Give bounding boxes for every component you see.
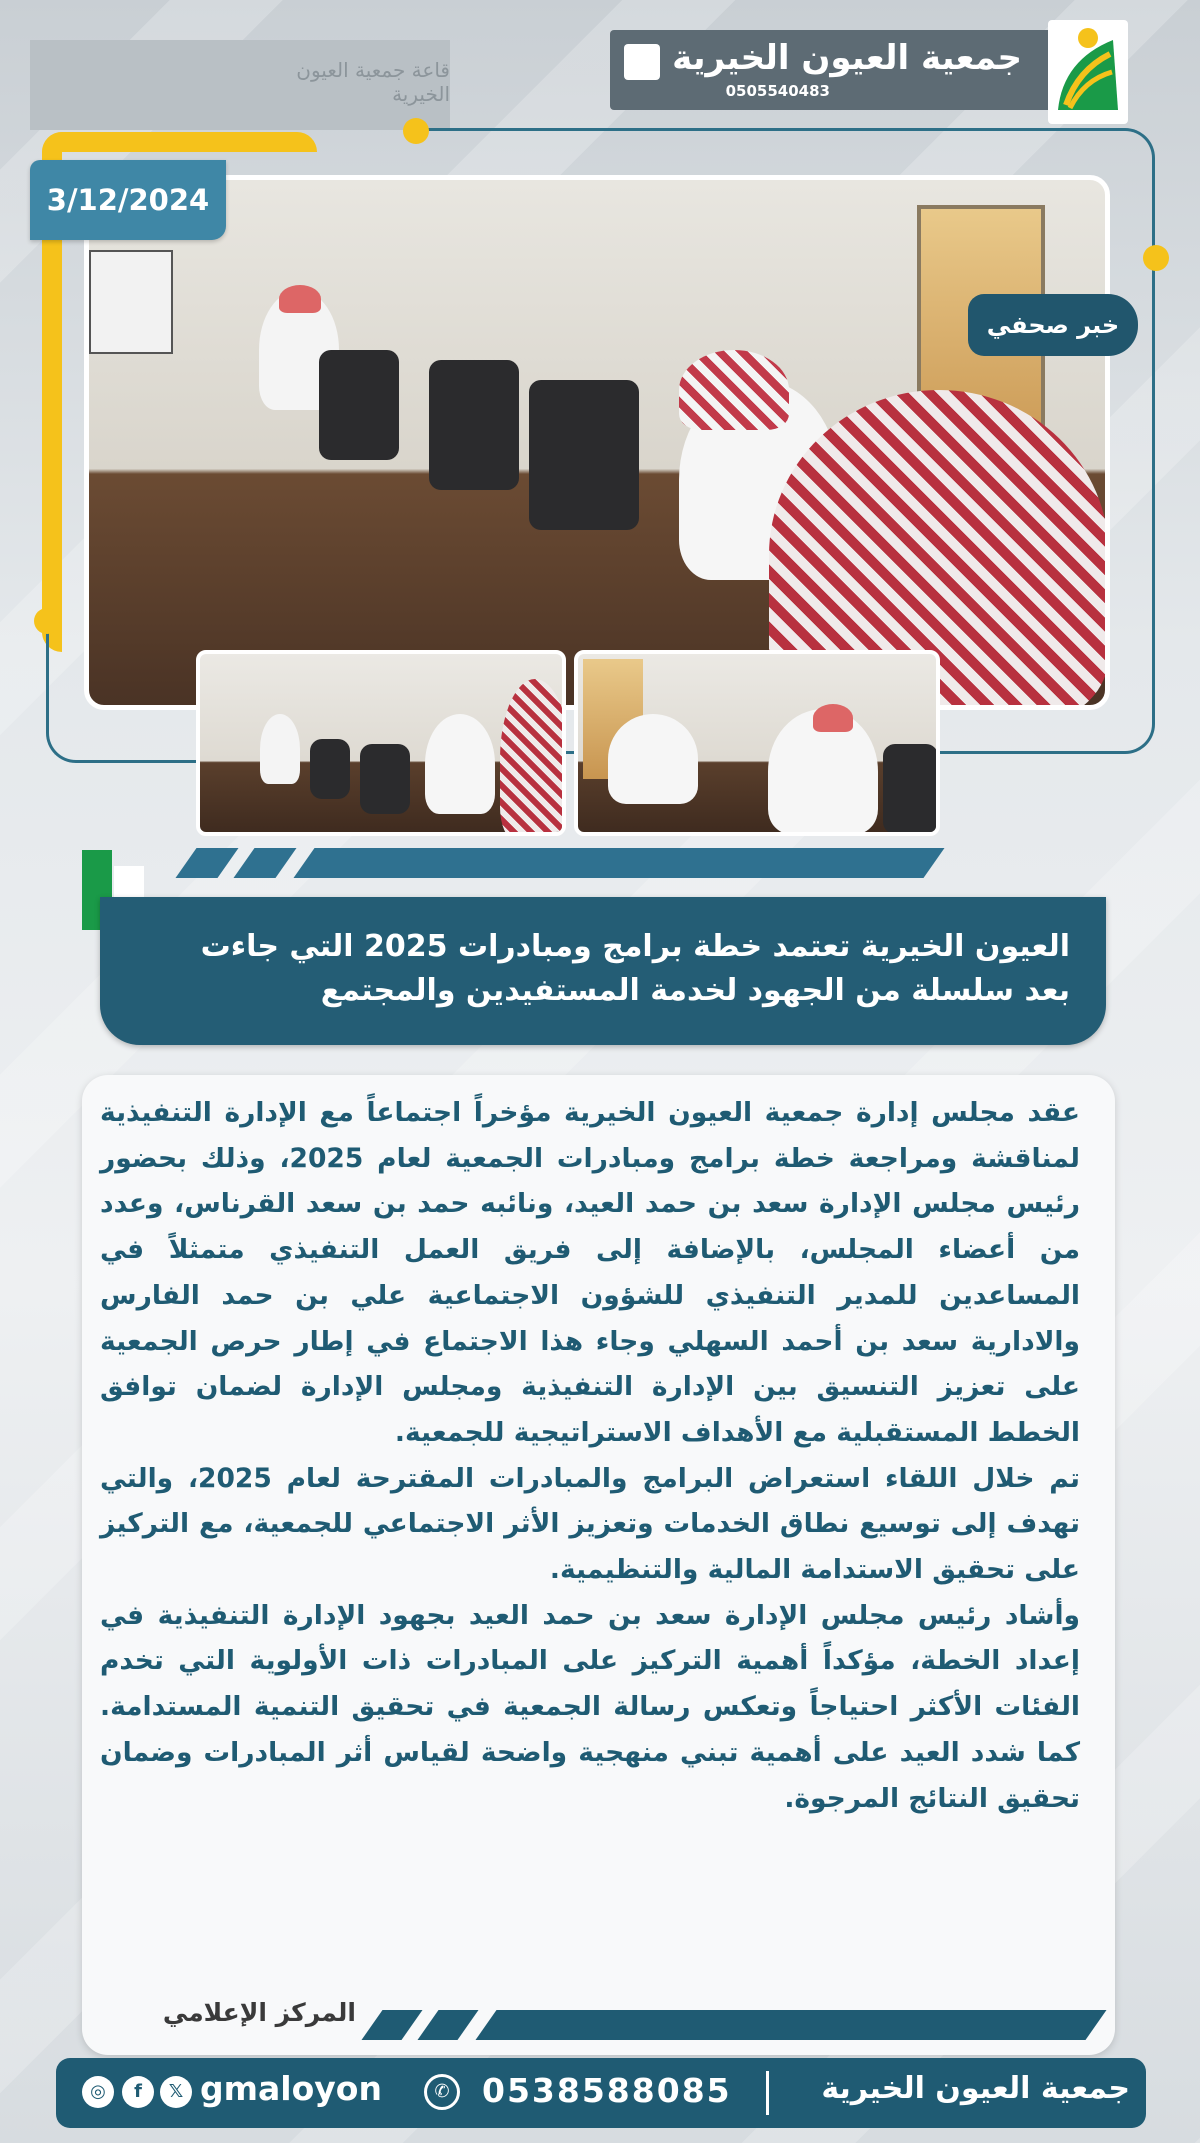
organization-logo xyxy=(1018,20,1128,124)
meeting-photo-main xyxy=(84,175,1110,710)
hall-sign xyxy=(30,40,450,130)
article-body xyxy=(100,1090,1080,1821)
article-paragraph: وأشاد رئيس مجلس الإدارة سعد بن حمد العيد بجهود الإدارة التنفيذية في إعداد الخطة، مؤكداً أهمية التركيز على المبادرات ذات الأولوية التي تخدم الفئات الأكثر احتياجاً وتعكس رسالة الجمعية في تحقيق التنمية المستدامة. كما شدد العيد على أهمية تبني منهجية واضحة لقياس أثر المبادرات وضمان تحقيق النتائج المرجوة. xyxy=(100,1599,1080,1814)
decor-stripe xyxy=(293,848,944,878)
chair xyxy=(883,744,938,834)
meeting-photo-small-2 xyxy=(574,650,940,836)
headline-line-1: العيون الخيرية تعتمد خطة برامج ومبادرات 2025 التي جاءت xyxy=(200,929,1070,964)
projector-screen xyxy=(89,250,173,354)
chair xyxy=(360,744,410,814)
person xyxy=(279,285,321,313)
footer-org-name: جمعية العيون الخيرية xyxy=(821,2071,1130,2106)
frame-dot xyxy=(1143,245,1169,271)
chair xyxy=(319,350,399,460)
frame-accent-top xyxy=(42,132,317,152)
headline xyxy=(120,925,1070,1013)
article-paragraph: تم خلال اللقاء استعراض البرامج والمبادرات المقترحة لعام 2025، والتي تهدف إلى توسيع نطاق الخدمات وتعزيز الأثر الاجتماعي للجمعية، مع التركيز على تحقيق الاستدامة المالية والتنظيمية. xyxy=(100,1462,1080,1586)
x-icon[interactable]: 𝕏 xyxy=(160,2076,192,2108)
person xyxy=(260,714,300,784)
person xyxy=(813,704,853,732)
article-paragraph: عقد مجلس إدارة جمعية العيون الخيرية مؤخراً اجتماعاً مع الإدارة التنفيذية لمناقشة ومراجعة خطة برامج ومبادرات الجمعية لعام 2025، وذلك بحضور رئيس مجلس الإدارة سعد بن حمد العيد، ونائبه حمد بن سعد القرناس، وعدد من أعضاء المجلس، بالإضافة إلى فريق العمل التنفيذي متمثلاً في المساعدين للمدير التنفيذي للشؤون الاجتماعية علي بن حمد الفارس والادارية سعد بن أحمد السهلي وجاء هذا الاجتماع في إطار حرص الجمعية على تعزيز التنسيق بين الإدارة التنفيذية ومجلس الإدارة لضمان توافق الخطط المستقبلية مع الأهداف الاستراتيجية للجمعية. xyxy=(100,1097,1080,1448)
chair xyxy=(429,360,519,490)
building-sign xyxy=(610,30,1080,110)
person xyxy=(679,350,789,430)
meeting-photo-small-1 xyxy=(196,650,566,836)
person xyxy=(500,679,566,836)
hall-sign-text: قاعة جمعية العيون الخيرية xyxy=(296,58,450,106)
chair xyxy=(529,380,639,530)
sign-phone: 0505540483 xyxy=(725,82,830,100)
article-signature: المركز الإعلامي xyxy=(162,1998,356,2027)
decor-stripe xyxy=(475,2010,1106,2040)
footer-separator xyxy=(766,2071,769,2115)
instagram-icon[interactable]: ◎ xyxy=(82,2076,114,2108)
footer-phone[interactable]: 0538588085 xyxy=(482,2071,732,2110)
date-badge: 3/12/2024 xyxy=(30,160,226,240)
sign-title: جمعية العيون الخيرية xyxy=(672,38,1022,78)
person xyxy=(608,714,698,804)
chair xyxy=(310,739,350,799)
category-badge: خبر صحفي xyxy=(968,294,1138,356)
frame-dot xyxy=(34,608,60,634)
facebook-icon[interactable]: f xyxy=(122,2076,154,2108)
headline-line-2: بعد سلسلة من الجهود لخدمة المستفيدين والمجتمع xyxy=(320,973,1070,1008)
whatsapp-icon[interactable]: ✆ xyxy=(424,2074,460,2110)
sign-emblem-icon xyxy=(624,44,660,80)
person xyxy=(425,714,495,814)
frame-dot xyxy=(403,118,429,144)
footer-handle[interactable]: gmaloyon xyxy=(200,2069,382,2108)
